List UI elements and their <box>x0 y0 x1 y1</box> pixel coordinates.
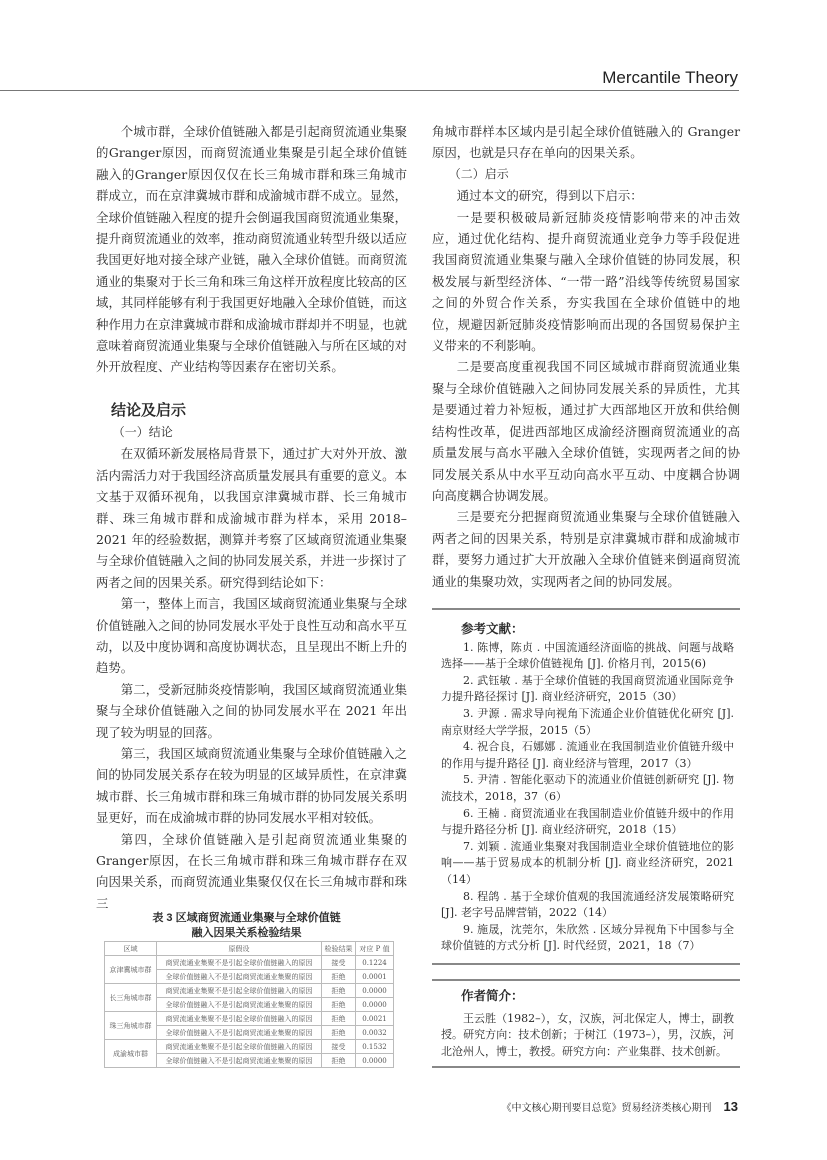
subsection-heading: （二）启示 <box>448 166 509 181</box>
p-value-cell: 0.1532 <box>356 1040 394 1054</box>
paragraph: 在双循环新发展格局背景下，通过扩大对外开放、激活内需活力对于我国经济高质量发展具有重要的意义。本文基于双循环视角，以我国京津冀城市群、长三角城市群、珠三角城市群和成渝城市群为样本，采用 2018–2021 年的经验数据，测算并考察了区域商贸流通业集聚与全球价值链融入之间的协同发展关系，并进一步探讨了两者之间的因果关系。研究得到结论如下： <box>96 446 407 590</box>
divider <box>432 1066 740 1068</box>
author-heading: 作者简介： <box>461 989 524 1003</box>
reference-item: 8. 程鸽 . 基于全球价值观的我国流通经济发展策略研究 [J]. 老字号品牌营销，2022（14） <box>441 889 734 920</box>
p-value-cell: 0.0032 <box>356 1026 394 1040</box>
paragraph: 通过本文的研究，得到以下启示： <box>456 188 643 204</box>
paragraph: 第二，受新冠肺炎疫情影响，我国区域商贸流通业集聚与全球价值链融入之间的协同发展水平在 2021 年出现了较为明显的回落。 <box>96 681 407 740</box>
region-cell: 京津冀城市群 <box>105 956 157 984</box>
hypothesis-cell: 商贸流通业集聚不是引起全球价值链融入的原因 <box>157 956 322 970</box>
section-heading: 结论及启示 <box>111 401 187 419</box>
table-row <box>105 1040 394 1054</box>
header-rule <box>0 90 739 91</box>
result-cell: 接受 <box>322 956 356 970</box>
table-header: 区域 <box>105 942 157 956</box>
table-row <box>105 956 394 970</box>
author-text: 王云胜（1982–），女，汉族，河北保定人，博士，副教授。研究方向：技术创新；于树江（1973–），男，汉族，河北沧州人，博士，教授。研究方向：产业集群、技术创新。 <box>441 1011 734 1058</box>
region-cell: 成渝城市群 <box>105 1040 157 1068</box>
reference-item: 2. 武钰敏 . 基于全球价值链的我国商贸流通业国际竞争力提升路径探讨 [J]. 商业经济研究，2015（30） <box>441 673 734 704</box>
journal-name: 《中文核心期刊要目总览》贸易经济类核心期刊 <box>501 1103 712 1114</box>
paragraph: 角城市群样本区域内是引起全球价值链融入的 Granger 原因，也就是只存在单向的因果关系。 <box>432 124 740 161</box>
table-header: 原假设 <box>157 942 322 956</box>
references-heading: 参考文献： <box>461 622 524 636</box>
running-header: Mercantile Theory <box>602 68 738 87</box>
table-header: 对应 P 值 <box>356 942 394 956</box>
table-row <box>105 1012 394 1026</box>
divider <box>432 608 740 610</box>
p-value-cell: 0.0021 <box>356 1012 394 1026</box>
reference-item: 5. 尹清 . 智能化驱动下的流通业价值链创新研究 [J]. 物流技术，2018，37（6） <box>441 773 734 803</box>
paragraph: 个城市群，全球价值链融入都是引起商贸流通业集聚的Granger原因，而商贸流通业集聚是引起全球价值链融入的Granger原因仅仅在长三角城市群和珠三角城市群成立，而在京津冀城市群和成渝城市群不成立。显然，全球价值链融入程度的提升会倒逼我国商贸流通业集聚，提升商贸流通业的效率，推动商贸流通业转型升级以适应我国更好地对接全球产业链，融入全球价值链。而商贸流通业的集聚对于长三角和珠三角这样开放程度比较高的区域，其同样能够有利于我国更好地融入全球价值链，而这种作用力在京津冀城市群和成渝城市群却并不明显，也就意味着商贸流通业集聚与全球价值链融入与所在区域的对外开放程度、产业结构等因素存在密切关系。 <box>96 124 407 375</box>
p-value-cell: 0.0001 <box>356 970 394 984</box>
result-cell: 拒绝 <box>322 1054 356 1068</box>
table-header: 检验结果 <box>322 942 356 956</box>
table-caption <box>100 911 393 941</box>
result-cell: 拒绝 <box>322 984 356 998</box>
hypothesis-cell: 商贸流通业集聚不是引起全球价值链融入的原因 <box>157 984 322 998</box>
hypothesis-cell: 商贸流通业集聚不是引起全球价值链融入的原因 <box>157 1012 322 1026</box>
result-cell: 拒绝 <box>322 1012 356 1026</box>
divider <box>432 963 740 965</box>
reference-item: 6. 王楠 . 商贸流通业在我国制造业价值链升级中的作用与提升路径分析 [J]. 商业经济研究，2018（15） <box>441 806 734 837</box>
paragraph: 第四，全球价值链融入是引起商贸流通业集聚的Granger原因，在长三角城市群和珠三角城市群存在双向因果关系，而商贸流通业集聚仅仅在长三角城市群和珠三 <box>96 831 407 911</box>
p-value-cell: 0.1224 <box>356 956 394 970</box>
hypothesis-cell: 全球价值链融入不是引起商贸流通业集聚的原因 <box>157 1054 322 1068</box>
hypothesis-cell: 全球价值链融入不是引起商贸流通业集聚的原因 <box>157 1026 322 1040</box>
paragraph: 三是要充分把握商贸流通业集聚与全球价值链融入两者之间的因果关系，特别是京津冀城市群和成渝城市群，要努力通过扩大开放融入全球价值链来倒逼商贸流通业的集聚功效，实现两者之间的协同发展。 <box>432 509 740 589</box>
result-cell: 拒绝 <box>322 998 356 1012</box>
reference-item: 3. 尹源 . 需求导向视角下流通企业价值链优化研究 [J]. 南京财经大学学报，2015（5） <box>441 706 734 737</box>
hypothesis-cell: 商贸流通业集聚不是引起全球价值链融入的原因 <box>157 1040 322 1054</box>
paragraph: 一是要积极破局新冠肺炎疫情影响带来的冲击效应，通过优化结构、提升商贸流通业竞争力等手段促进我国商贸流通业集聚与融入全球价值链的协同发展，积极发展与新型经济体、“一带一路”沿线等传统贸易国家之间的外贸合作关系，夯实我国在全球价值链中的地位，规避因新冠肺炎疫情影响而出现的各国贸易保护主义带来的不利影响。 <box>432 209 740 354</box>
reference-item: 7. 刘颖 . 流通业集聚对我国制造业全球价值链地位的影响——基于贸易成本的机制分析 [J]. 商业经济研究，2021（14） <box>441 839 734 886</box>
region-cell: 珠三角城市群 <box>105 1012 157 1040</box>
page-number: 13 <box>723 1099 738 1114</box>
table-caption-line: 表 3 区域商贸流通业集聚与全球价值链 <box>152 912 341 924</box>
author-bio <box>441 988 734 1060</box>
table-row <box>105 984 394 998</box>
p-value-cell: 0.0000 <box>356 984 394 998</box>
paragraph: 第三，我国区域商贸流通业集聚与全球价值链融入之间的协同发展关系存在较为明显的区域异质性，在京津冀城市群、长三角城市群和珠三角城市群的协同发展关系明显更好，而在成渝城市群的协同发展水平相对较低。 <box>96 745 407 826</box>
left-column <box>96 121 407 914</box>
divider <box>432 979 740 981</box>
paragraph: 二是要高度重视我国不同区域城市群商贸流通业集聚与全球价值链融入之间协同发展关系的异质性，尤其是要通过着力补短板，通过扩大西部地区开放和供给侧结构性改革，促进西部地区成渝经济圈商贸流通业的高质量发展与高水平融入全球价值链，实现两者之间的协同发展关系从中水平互动向高水平互动、中度耦合协调向高度耦合协调发展。 <box>432 359 740 503</box>
hypothesis-cell: 全球价值链融入不是引起商贸流通业集聚的原因 <box>157 970 322 984</box>
references <box>441 621 734 955</box>
subsection-heading: （一）结论 <box>112 424 173 439</box>
paragraph: 第一，整体上而言，我国区域商贸流通业集聚与全球价值链融入之间的协同发展水平处于良性互动和高水平互动，以及中度协调和高度协调状态，且呈现出不断上升的趋势。 <box>96 596 407 676</box>
hypothesis-cell: 全球价值链融入不是引起商贸流通业集聚的原因 <box>157 998 322 1012</box>
result-cell: 拒绝 <box>322 1026 356 1040</box>
p-value-cell: 0.0000 <box>356 1054 394 1068</box>
right-column <box>432 121 740 592</box>
result-cell: 接受 <box>322 1040 356 1054</box>
result-cell: 拒绝 <box>322 970 356 984</box>
reference-item: 9. 施晟，沈莞尔，朱欣然 . 区域分异视角下中国参与全球价值链的方式分析 [J]. 时代经贸，2021，18（7） <box>441 922 734 953</box>
causality-table <box>104 941 394 1068</box>
p-value-cell: 0.0000 <box>356 998 394 1012</box>
table-caption-line: 融入因果关系检验结果 <box>191 927 302 939</box>
reference-item: 1. 陈博，陈贞 . 中国流通经济面临的挑战、问题与战略选择——基于全球价值链视角 [J]. 价格月刊，2015(6) <box>441 640 734 671</box>
region-cell: 长三角城市群 <box>105 984 157 1012</box>
reference-item: 4. 祝合良，石娜娜 . 流通业在我国制造业价值链升级中的作用与提升路径 [J]. 商业经济与管理，2017（3） <box>441 740 734 770</box>
page-footer <box>502 1099 738 1114</box>
